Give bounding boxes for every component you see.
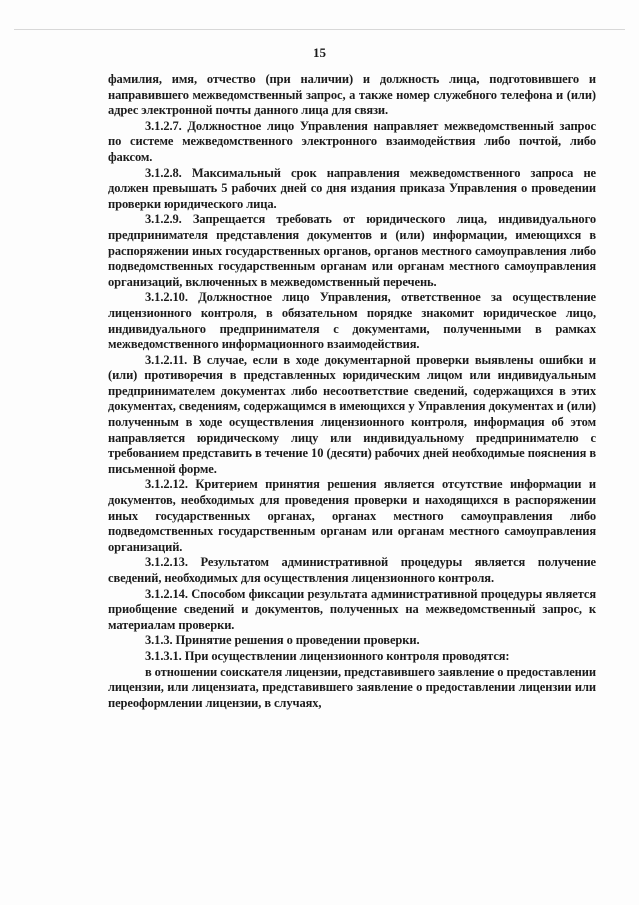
paragraph-3-1-2-13: 3.1.2.13. Результатом административной процедуры является получение сведений, необходимых для осуществления лицензионного контроля.	[108, 555, 596, 585]
paragraph-applicant-cases: в отношении соискателя лицензии, представившего заявление о предоставлении лицензии, или лицензиата, представившего заявление о предоставлении лицензии или переоформлении лицензии, в случаях,	[108, 664, 596, 710]
paragraph-3-1-2-8: 3.1.2.8. Максимальный срок направления межведомственного запроса не должен превышать 5 рабочих дней со дня издания приказа Управления о проведении проверки юридического лица.	[108, 165, 596, 211]
paragraph-continuation: фамилия, имя, отчество (при наличии) и должность лица, подготовившего и направившего межведомственный запрос, а также номер служебного телефона и (или) адрес электронной почты данного лица для связи.	[108, 72, 596, 118]
paragraph-3-1-3-1: 3.1.3.1. При осуществлении лицензионного контроля проводятся:	[145, 648, 510, 663]
paragraph-3-1-2-11: 3.1.2.11. В случае, если в ходе документарной проверки выявлены ошибки и (или) противоречия в представленных юридическим лицом или индивидуальным предпринимателем документах либо несоответствие сведений, содержащихся в этих документах, сведениям, содержащимся в имеющихся у Управления документах и (или) полученным в ходе осуществления лицензионного контроля, информация об этом направляется юридическому лицу или индивидуальному предпринимателю с требованием представить в течение 10 (десяти) рабочих дней необходимые пояснения в письменной форме.	[108, 352, 596, 476]
paragraph-3-1-2-12: 3.1.2.12. Критерием принятия решения является отсутствие информации и документов, необходимых для проведения проверки и находящихся в распоряжении иных государственных органах, органах местного самоуправления либо подведомственных государственным органам или органам местного самоуправления организаций.	[108, 477, 596, 554]
scan-edge-line	[14, 29, 625, 30]
paragraph-3-1-2-10: 3.1.2.10. Должностное лицо Управления, ответственное за осуществление лицензионного контроля, в обязательном порядке знакомит юридическое лицо, индивидуального предпринимателя с документами, полученными в рамках межведомственного информационного взаимодействия.	[108, 290, 596, 352]
document-body	[108, 72, 596, 711]
page-number: 15	[313, 45, 326, 60]
paragraph-3-1-2-9: 3.1.2.9. Запрещается требовать от юридического лица, индивидуального предпринимателя представления документов и (или) информации, имеющихся в распоряжении иных государственных органов, органов местного самоуправления либо подведомственных государственным органам или органам местного самоуправления организаций, включенных в межведомственный перечень.	[108, 212, 596, 289]
paragraph-3-1-2-7: 3.1.2.7. Должностное лицо Управления направляет межведомственный запрос по системе межведомственного электронного взаимодействия либо почтой, либо факсом.	[108, 118, 596, 164]
paragraph-3-1-2-14: 3.1.2.14. Способом фиксации результата административной процедуры является приобщение сведений и документов, полученных на межведомственный запрос, к материалам проверки.	[108, 586, 596, 632]
paragraph-3-1-3: 3.1.3. Принятие решения о проведении проверки.	[145, 633, 420, 648]
